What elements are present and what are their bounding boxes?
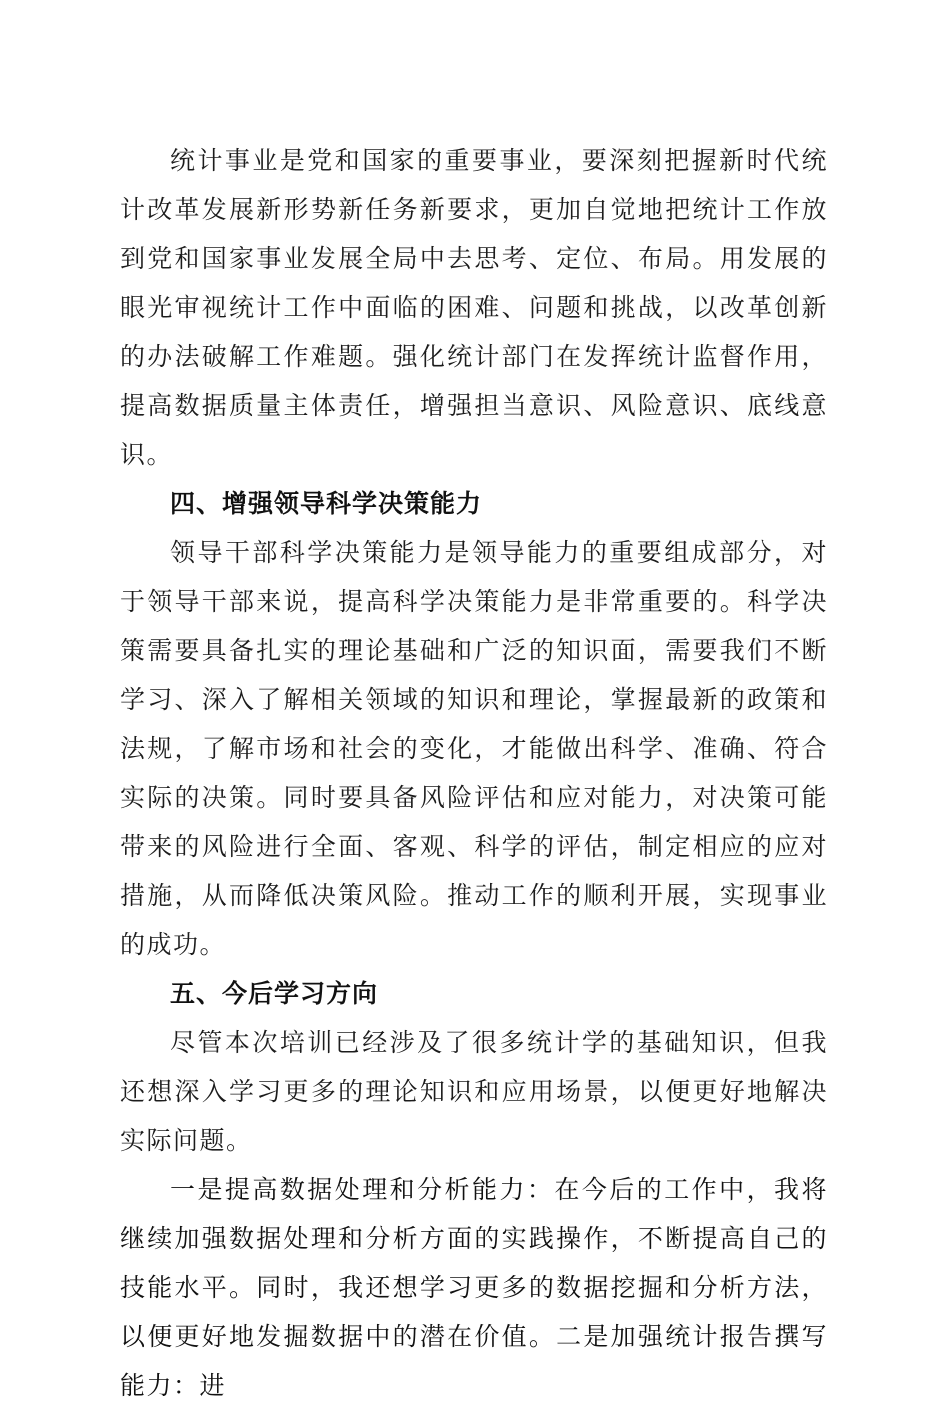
paragraph-statistics-cause: 统计事业是党和国家的重要事业，要深刻把握新时代统计改革发展新形势新任务新要求，更加自觉地把统计工作放到党和国家事业发展全局中去思考、定位、布局。用发展的眼光审视统计工作中面临的困难、问题和挑战，以改革创新的办法破解工作难题。强化统计部门在发挥统计监督作用，提高数据质量主体责任，增强担当意识、风险意识、底线意识。 [120,146,828,469]
paragraph-future-study: 尽管本次培训已经涉及了很多统计学的基础知识，但我还想深入学习更多的理论知识和应用场景，以便更好地解决实际问题。 [120,1028,828,1155]
heading-section-five: 五、今后学习方向 [170,979,379,1008]
paragraph-decision-making: 领导干部科学决策能力是领导能力的重要组成部分，对于领导干部来说，提高科学决策能力是非常重要的。科学决策需要具备扎实的理论基础和广泛的知识面，需要我们不断学习、深入了解相关领域的知识和理论，掌握最新的政策和法规，了解市场和社会的变化，才能做出科学、准确、符合实际的决策。同时要具备风险评估和应对能力，对决策可能带来的风险进行全面、客观、科学的评估，制定相应的应对措施，从而降低决策风险。推动工作的顺利开展，实现事业的成功。 [120,538,828,959]
heading-section-four: 四、增强领导科学决策能力 [170,489,483,518]
paragraph-study-points: 一是提高数据处理和分析能力：在今后的工作中，我将继续加强数据处理和分析方面的实践操作，不断提高自己的技能水平。同时，我还想学习更多的数据挖掘和分析方法，以便更好地发掘数据中的潜在价值。二是加强统计报告撰写能力：进 [120,1175,828,1400]
document-body [120,136,828,1410]
